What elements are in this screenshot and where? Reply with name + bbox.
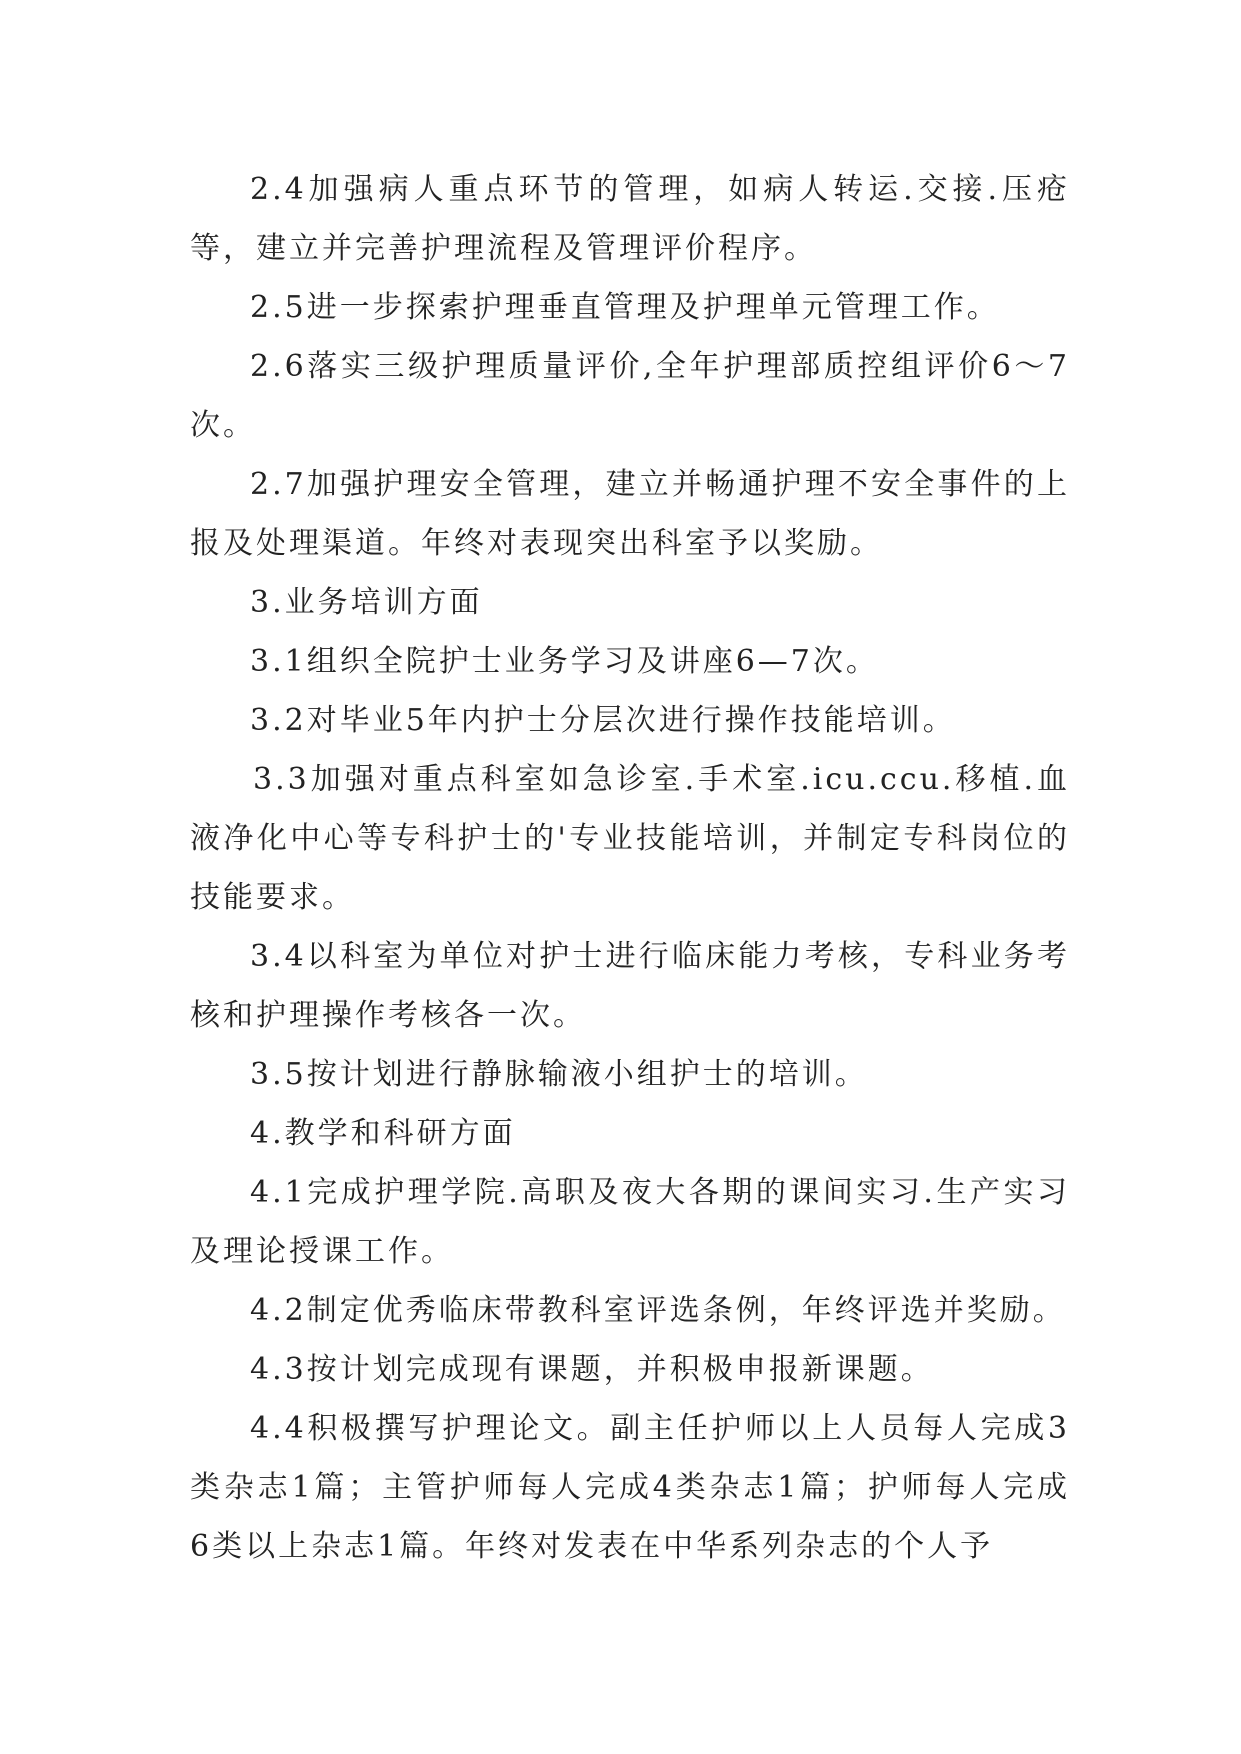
body-text — [190, 160, 1070, 1576]
section-heading-teaching-research: 4.教学和科研方面 — [250, 1116, 516, 1151]
paragraph-3-3: 3.3加强对重点科室如急诊室.手术室.icu.ccu.移植.血液净化中心等专科护士的'专业技能培训，并制定专科岗位的技能要求。 — [190, 762, 1070, 915]
paragraph-4-2: 4.2制定优秀临床带教科室评选条例，年终评选并奖励。 — [250, 1293, 1066, 1328]
paragraph-3-1: 3.1组织全院护士业务学习及讲座6—7次。 — [250, 644, 879, 679]
paragraph-4-1: 4.1完成护理学院.高职及夜大各期的课间实习.生产实习及理论授课工作。 — [190, 1175, 1070, 1269]
paragraph-2-5: 2.5进一步探索护理垂直管理及护理单元管理工作。 — [250, 290, 1000, 325]
paragraph-3-2: 3.2对毕业5年内护士分层次进行操作技能培训。 — [250, 703, 956, 738]
paragraph-2-7: 2.7加强护理安全管理，建立并畅通护理不安全事件的上报及处理渠道。年终对表现突出科室予以奖励。 — [190, 467, 1070, 561]
paragraph-2-6: 2.6落实三级护理质量评价,全年护理部质控组评价6～7次。 — [190, 349, 1070, 443]
section-heading-training: 3.业务培训方面 — [250, 585, 483, 620]
paragraph-3-5: 3.5按计划进行静脉输液小组护士的培训。 — [250, 1057, 868, 1092]
paragraph-4-3: 4.3按计划完成现有课题，并积极申报新课题。 — [250, 1352, 934, 1387]
paragraph-4-4: 4.4积极撰写护理论文。副主任护师以上人员每人完成3类杂志1篇；主管护师每人完成4类杂志1篇；护师每人完成6类以上杂志1篇。年终对发表在中华系列杂志的个人予 — [190, 1411, 1070, 1564]
paragraph-2-4: 2.4加强病人重点环节的管理，如病人转运.交接.压疮等，建立并完善护理流程及管理评价程序。 — [190, 172, 1070, 266]
paragraph-3-4: 3.4以科室为单位对护士进行临床能力考核，专科业务考核和护理操作考核各一次。 — [190, 939, 1070, 1033]
